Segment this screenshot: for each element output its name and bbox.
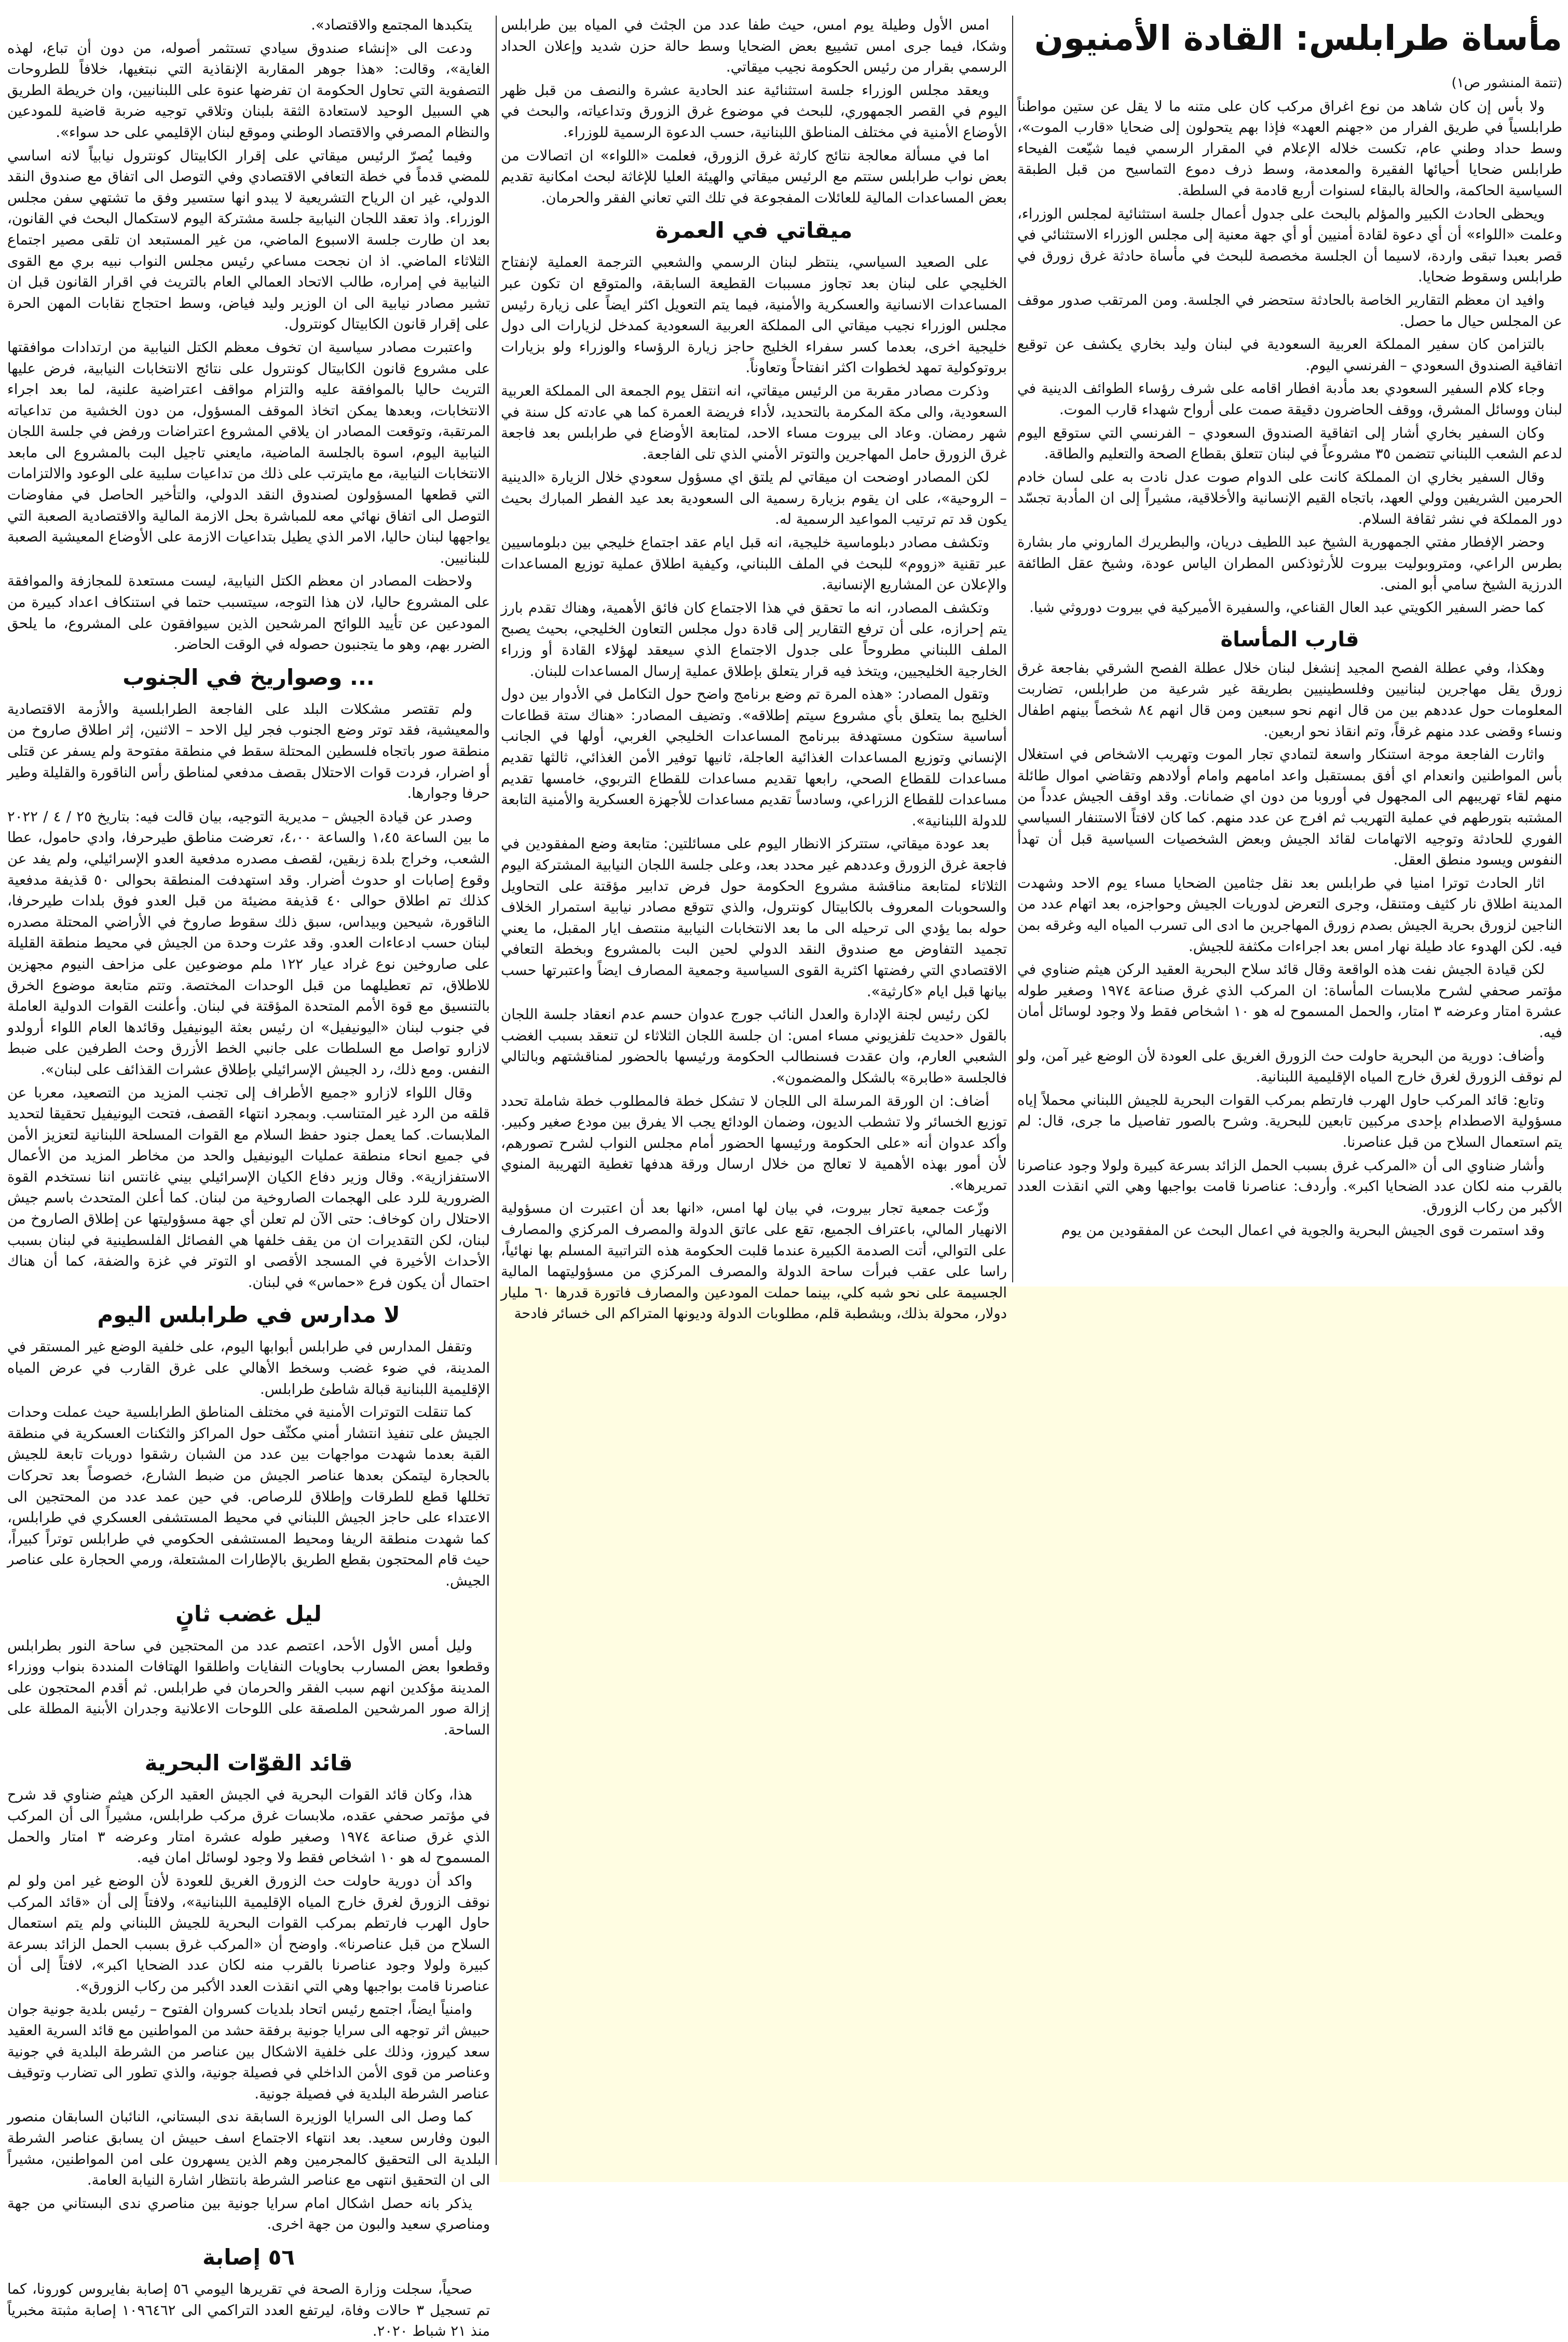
paragraph: وامنياً ايضاً، اجتمع رئيس اتحاد بلديات كسروان الفتوح – رئيس بلدية جونية جوان حبيش اثر توجهه الى سرايا جونية برفقة حشد من المواطنين مع قائد السرية العقيد سعد كيروز، وذلك على خلفية الاشكال بين عناصر من الشرطة البلدية في جونية وعناصر من قوى الأمن الداخلي في فصيلة جونية، والذي تطور الى تضارب وتوقيف عناصر الشرطة البلدية في فصيلة جونية. — [7, 2001, 490, 2102]
subheading: قارب المأساة — [1220, 627, 1359, 652]
paragraph: هذا، وكان قائد القوات البحرية في الجيش العقيد الركن هيثم ضناوي قد شرح في مؤتمر صحفي عقده، ملابسات غرق مركب طرابلس، مشيراً الى أن المركب الذي غرق صناعة ١٩٧٤ وصغير طوله عشرة امتار وعرضه ٣ امتار والحمل المسموح له هو ١٠ اشخاص فقط ولا وجود لوسائل امان فيه. — [7, 1786, 490, 1866]
paragraph: كما وصل الى السرايا الوزيرة السابقة ندى البستاني، النائبان السابقان منصور البون وفارس سعيد. بعد انتهاء الاجتماع اسف حبيش ان يسابق عناصر الشرطة البلدية الى التحقيق كالمجرمين وهم الذين يسهرون على امن المواطنين، مشيراً الى ان التحقيق انتهى مع عناصر الشرطة بانتظار اشارة النيابة العامة. — [7, 2108, 490, 2189]
paragraph: وزّعت جمعية تجار بيروت، في بيان لها امس، «انها بعد أن اعتبرت ان مسؤولية الانهيار المالي، باعتراف الجميع، تقع على عاتق الدولة والمصرف المركزي والمصارف على التوالي، أتت الصدمة الكبيرة عندما قلبت الحكومة هذه التراتبية المسلم بها نهائياً، راسا على عقب فبرأت ساحة الدولة والمصرف المركزي من مسؤوليتهما المالية الجسيمة على نحو شبه كلي، بينما حملت المودعين والمصارف فاتورة قدرها ٦٠ مليار دولار، محولة بذلك، وبشطبة قلم، مطلوبات الدولة وديونها المتراكم الى خسائر فادحة — [501, 1200, 1007, 1322]
paragraph: واعتبرت مصادر سياسية ان تخوف معظم الكتل النيابية من ارتدادات موافقتها على مشروع قانون الكابيتال كونترول على نتائج الانتخابات النيابية، فرض عليها التريث حاليا بالموافقة عليه والتزام مواقف اعتراضية علنية، لما بعد اجراء الانتخابات، وبعدها يمكن اتخاذ الموقف المسؤول، من دون الخشية من تداعياته المرتقبة، وتوقعت المصادر ان يلاقي المشروع اعتراضات ورفض في جلسة اللجان النيابية اليوم، اسوة بالجلسة الماضية، مايعني تاجيل البت بالمشروع الى مابعد الانتخابات النيابية، مع مايترتب على ذلك من تداعيات سلبية على الوعود والالتزامات التي قطعها المسؤولون لصندوق النقد الدولي، والتأخير الحاصل في مفاوضات التوصل الى اتفاق نهائي معه للمباشرة بحل الازمة المالية والاقتصادية الصعبة التي يواجهها لبنان حاليا، الامر الذي يطيل بتداعيات الازمة على الأوضاع المعيشية الصعبة للبنانيين. — [7, 339, 490, 566]
paragraph: وصدر عن قيادة الجيش – مديرية التوجيه، بيان قالت فيه: بتاريخ ٢٥ / ٤ / ٢٠٢٢ ما بين الساعة ١،٤٥ والساعة ٤،٠٠، تعرضت مناطق طيرحرفا، وادي حامول، عطا الشعب، وخراج بلدة زبقين، لقصف مصدره مدفعية العدو الإسرائيلي، ولم يفد عن وقوع إصابات او حدوث أضرار. وقد استهدفت المنطقة بحوالى ٥٠ قذيفة مدفعية كذلك تم اطلاق حوالى ٤٠ قذيفة مضيئة من قبل العدو فوق بلدات طيرحرفا، الناقورة، شيحين وبيداس، سبق ذلك سقوط صاروخ في الأراضي المحتلة مصدره لبنان حسب ادعاءات العدو. وقد عثرت وحدة من الجيش في محيط منطقة القليلة على صاروخين نوع غراد عيار ١٢٢ ملم موضوعين على مزاحف النيوم مجهزين للاطلاق، تم تعطيلهما من قبل الوحدات المختصة. وتتم متابعة موضوع الخرق بالتنسيق مع قوة الأمم المتحدة المؤقتة في لبنان. وأعلنت القوات الدولية العاملة في جنوب لبنان «اليونيفيل» ان رئيس بعثة اليونيفيل وقائدها العام اللواء أرولدو لازارو تواصل مع السلطات على جانبي الخط الأزرق وحث الطرفين على ضبط النفس. ومع ذلك، رد الجيش الإسرائيلي بإطلاق عشرات القذائف على لبنان». — [7, 808, 490, 1078]
paragraph: واكد أن دورية حاولت حث الزورق الغريق للعودة لأن الوضع غير امن ولو لم نوقف الزورق لغرق خارج المياه الإقليمية اللبنانية»، ولافتاً إلى أن «قائد المركب حاول الهرب فارتطم بمركب القوات البحرية للجيش اللبناني ولم يتم استعمال السلاح من قبل عناصرنا». واوضح أن «المركب غرق بسبب الحمل الزائد بسرعة كبيرة ولولا وجود عناصرنا بالقرب منه لكان عدد الضحايا اكبر»، لافتاً إلى أن عناصرنا قامت بواجبها وهي التي انقذت العدد الأكبر من ركاب الزورق». — [7, 1872, 490, 1995]
article-column-left — [7, 15, 490, 2340]
article-column-middle — [501, 15, 1007, 1322]
paragraph: ودعت الى «إنشاء صندوق سيادي تستثمر أصوله، من دون أن تباع، لهذه الغاية»، وقالت: «هذا جوهر المقاربة الإنقاذية التي نبتغيها، خلافاً للطروحات التصفوية التي تحاول الحكومة ان تفرضها عنوة على اللبنانيين، وان خريطة الطريق هي السبيل الوحيد لاستعادة الثقة بلبنان وتلاقي توجيه ضربة قاضية للمودعين والنظام المصرفي والاقتصاد الوطني وموقع لبنان الإقليمي على حد سواء». — [7, 39, 490, 141]
paragraph: لكن المصادر اوضحت ان ميقاتي لم يلتق اي مسؤول سعودي خلال الزيارة «الدينية – الروحية»، على ان يقوم بزيارة رسمية الى السعودية بعد عيد الفطر المبارك بحيث يكون قد تم ترتيب المواعيد الرسمية له. — [501, 469, 1007, 528]
paragraph: امس الأول وطيلة يوم امس، حيث طفا عدد من الجثث في المياه بين طرابلس وشكا، فيما جرى امس تشييع بعض الضحايا وسط حالة حزن شديد وإعلان الحداد الرسمي بقرار من رئيس الحكومة نجيب ميقاتي. — [501, 17, 1007, 76]
paragraph: على الصعيد السياسي، ينتظر لبنان الرسمي والشعبي الترجمة العملية لإنفتاح الخليجي على لبنان بعد تجاوز مسببات القطيعة السابقة، والمتوقع ان تكون عبر المساعدات الانسانية والعسكرية والأمنية، فيما يتم التعويل اكثر ايضاً على زيارة رئيس مجلس الوزراء نجيب ميقاتي الى المملكة العربية السعودية كمدخل لزيارات الى دول خليجية اخرى، بعدما كسر سفراء الخليج حاجز زيارة الرؤساء والوزراء ولو بزيارات بروتوكولية تمهد لخطوات اكثر انفتاحاً وتعاوناً. — [501, 254, 1007, 376]
column-rule-left — [496, 16, 497, 2165]
yellow-ad-area — [499, 1287, 1568, 2182]
paragraph: وهكذا، وفي عطلة الفصح المجيد إنشغل لبنان خلال عطلة الفصح الشرقي بفاجعة غرق زورق يقل مهاجرين لبنانيين وفلسطينيين بطريقة غير شرعية من طرابلس، تضاربت المعلومات حول عددهم بين من قال انهم نحو سبعين ومن قال انهم ٨٤ شخصاً بينهم اطفال ونساء وقضى عدد منهم غرقاً، وتم انقاذ نحو اربعين. — [1017, 659, 1562, 740]
paragraph: لكن قيادة الجيش نفت هذه الواقعة وقال قائد سلاح البحرية العقيد الركن هيثم ضناوي في مؤتمر صحفي لشرح ملابسات المأساة: ان المركب الذي غرق صناعة ١٩٧٤ وصغير طوله عشرة امتار وعرضه ٣ امتار، والحمل المسموح له هو ١٠ اشخاص فقط ولا وجود لوسائل أمان فيه. — [1017, 961, 1562, 1041]
paragraph: وقال السفير بخاري ان المملكة كانت على الدوام صوت عدل نادت به على لسان خادم الحرمين الشريفين وولي العهد، باتجاه القيم الإنسانية والأخلاقية، مشيراً إلى ان المأدبة تجسّد دور المملكة في نشر ثقافة السلام. — [1017, 468, 1562, 527]
paragraph: وليل أمس الأول الأحد، اعتصم عدد من المحتجين في ساحة النور بطرابلس وقطعوا بعض المسارب بحاويات النفايات واطلقوا الهتافات المنددة بنواب ووزراء المدينة مؤكدين انهم سبب الفقر والحرمان في طرابلس. ثم أقدم المحتجون على إزالة صور المرشحين الملصقة على اللوحات الاعلانية وجدران الأبنية المطلة على الساحة. — [7, 1637, 490, 1738]
paragraph: وأضاف: دورية من البحرية حاولت حث الزورق الغريق على العودة لأن الوضع غير آمن، ولو لم نوقف الزورق لغرق خارج المياه الإقليمية اللبنانية. — [1017, 1047, 1562, 1086]
paragraph: ولاحظت المصادر ان معظم الكتل النيابية، ليست مستعدة للمجازفة والموافقة على المشروع حاليا، لان هذا التوجه، سيتسبب حتما في استنكاف اعداد كبيرة من المودعين عن تأييد اللوائح المرشحين الذين سيوافقون على المشروع، ما يلحق الضرر بهم، وهو ما يتجنبون حصوله في الوقت الحاضر. — [7, 573, 490, 653]
paragraph: يتكبدها المجتمع والاقتصاد». — [311, 17, 472, 33]
paragraph: وتابع: قائد المركب حاول الهرب فارتطم بمركب القوات البحرية للجيش اللبناني محملاً إياه مسؤولية الاصطدام بإحدى مركبين تابعين للبحرية. وشرح بالصور تفاصيل ما جرى، قال: لم يتم استعمال السلاح من قبل عناصرنا. — [1017, 1091, 1562, 1150]
paragraph: وتقفل المدارس في طرابلس أبوابها اليوم، على خلفية الوضع غير المستقر في المدينة، في ضوء غضب وسخط الأهالي على غرق القارب في عرض المياه الإقليمية اللبنانية قبالة شاطئ طرابلس. — [7, 1338, 490, 1398]
paragraph: وقال اللواء لازارو «جميع الأطراف إلى تجنب المزيد من التصعيد، معربا عن قلقه من الرد غير المتناسب. وبمجرد انتهاء القصف، فتحت اليونيفيل تحقيقا لتحديد الملابسات. كما يعمل جنود حفظ السلام مع القوات المسلحة اللبنانية لتعزيز الأمن في جميع انحاء منطقة عمليات اليونيفيل والحد من مخاطر المزيد من الأعمال الاستفزازية». وقال وزير دفاع الكيان الإسرائيلي بيني غانتس اننا نستخدم القوة الضرورية للرد على الهجمات الصاروخية من لبنان. كما أعلن المتحدث باسم جيش الاحتلال ران كوخاف: حتى الآن لم تعلن أي جهة مسؤوليتها عن إطلاق الصاروخ من لبنان، لكن التقديرات ان من يقف خلفها هي الفصائل الفلسطينية في لبنان بسبب الأحداث الأخيرة في المسجد الأقصى او التوتر في غزة والضفة، كما أن هناك احتمال أن يكون فرع «حماس» في لبنان. — [7, 1084, 490, 1291]
subheading: ٥٦ إصابة — [202, 2244, 295, 2270]
paragraph: وأشار ضناوي الى أن «المركب غرق بسبب الحمل الزائد بسرعة كبيرة ولولا وجود عناصرنا بالقرب منه لكان عدد الضحايا اكبر». وأردف: عناصرنا قامت بواجبها وهي التي انقذت العدد الأكبر من ركاب الزورق. — [1017, 1157, 1562, 1216]
subheading: ليل غضب ثانٍ — [175, 1601, 322, 1627]
paragraph: ويحظى الحادث الكبير والمؤلم بالبحث على جدول أعمال جلسة استثنائية لمجلس الوزراء، وعلمت «اللواء» أن أي دعوة لقادة أمنيين أو أي جهة معنية إلى مجلس الوزراء الاستثنائي في قصر بعبدا تبقى واردة، لاسيما أن الجلسة مخصصة للبحث في مأساة حادثة غرق زورق في طرابلس وسقوط ضحايا. — [1017, 205, 1562, 286]
continuation-note: (تتمة المنشور ص١) — [1451, 75, 1562, 91]
paragraph: أضاف: ان الورقة المرسلة الى اللجان لا تشكل خطة فالمطلوب خطة شاملة تحدد توزيع الخسائر ولا تشطب الديون، وضمان الودائع يجب الا يفرق بين مودع صغير وكبير. وأكد عدوان أنه «على الحكومة ورئيسها الحضور أمام مجلس النواب لشرح تصورهم، لأن أمور بهذه الأهمية لا تعالج من خلال ارسال ورقة هدفها تغطية التهريبة المنوي تمريرها». — [501, 1092, 1007, 1194]
paragraph: وجاء كلام السفير السعودي بعد مأدبة افطار اقامه على شرف رؤساء الطوائف الدينية في لبنان ووسائل المشرق، ووقف الحاضرون دقيقة صمت على أرواح شهداء قارب الموت. — [1017, 380, 1562, 418]
paragraph: كما تنقلت التوترات الأمنية في مختلف المناطق الطرابلسية حيث عملت وحدات الجيش على تنفيذ انتشار أمني مكثّف حول المراكز والثكنات العسكرية في منطقة القبة بعدما شهدت مواجهات بين عدد من الشبان رشقوا دوريات تابعة للجيش بالحجارة ليتمكن بعدها عناصر الجيش من ضبط الشارع، خصوصاً بعد تحركات تخللها قطع للطرقات وإطلاق للرصاص. في حين عمد عدد من المحتجين الى الاعتداء على حاجز الجيش اللبناني في محيط المستشفى العسكري في طرابلس، كما شهدت منطقة الريفا ومحيط المستشفى الحكومي في طرابلس توتراً كبيراً، حيث قام المحتجون بقطع الطريق بالإطارات المشتعلة، ورمي الحجارة على عناصر الجيش. — [7, 1404, 490, 1589]
paragraph: اثار الحادث توترا امنيا في طرابلس بعد نقل جثامين الضحايا مساء يوم الاحد وشهدت المدينة اطلاق نار كثيف ومتنقل، وجرى التعرض لدوريات الجيش وحواجزه، بعد اتهام عدد من الناجين لزورق بحرية الجيش بصدم زورق المهاجرين ما ادى الى تسرب المياه اليه وغرقه بمن فيه. لكن الهدوء عاد طيلة نهار امس بعد اجراءات مكثفة للجيش. — [1017, 874, 1562, 955]
paragraph: ولا بأس إن كان شاهد من نوع اغراق مركب كان على متنه ما لا يقل عن ستين مواطناً طرابلسياً في طريق الفرار من «جهنم العهد» فإذا بهم يتحولون إلى ضحايا «قارب الموت»، وسط حداد وطني عام، تكست خلاله الإعلام في المقرار الرسمي فيما شيّعت الفيحاء طرابلس ضحايا أحيائها الفقيرة والمعدمة، وسط ذرف دموع التماسيح من قبل الطبقة السياسية الحاكمة، والحالة بالبقاء لسنوات أربع قادمة في السلطة. — [1017, 98, 1562, 199]
subheading: لا مدارس في طرابلس اليوم — [97, 1302, 400, 1328]
paragraph: وتكشف مصادر دبلوماسية خليجية، انه قبل ايام عقد اجتماع خليجي بين دبلوماسيين عبر تقنية «زووم» للبحث في الملف اللبناني، وكيفية اطلاق عملية توزيع المساعدات والإعلان عن المشاريع الإنسانية. — [501, 534, 1007, 593]
paragraph: صحياً، سجلت وزارة الصحة في تقريرها اليومي ٥٦ إصابة بفايروس كورونا، كما تم تسجيل ٣ حالات وفاة، ليرتفع العدد التراكمي الى ١٠٩٦٤٦٢ إصابة مثبتة مخبرياً منذ ٢١ شباط ٢٠٢٠. — [7, 2281, 490, 2340]
paragraph: وذكرت مصادر مقربة من الرئيس ميقاتي، انه انتقل يوم الجمعة الى المملكة العربية السعودية، والى مكة المكرمة بالتحديد، لأداء فريضة العمرة كما هي عادته كل سنة في شهر رمضان. وعاد الى بيروت مساء الاحد، لمتابعة الأوضاع في طرابلس بعد فاجعة غرق الزورق حامل المهاجرين والتوتر الأمني الذي تلى الفاجعة. — [501, 382, 1007, 463]
paragraph: لكن رئيس لجنة الإدارة والعدل النائب جورج عدوان حسم عدم انعقاد جلسة اللجان بالقول «حديث تلفزيوني مساء امس: ان جلسة اللجان الثلاثاء لن تنعقد بسبب الغضب الشعبي العارم، وان عقدت فسنطالب الحكومة ورئيسها بالحضور لمناقشتهم وبالتالي فالجلسة «طابرة» بالشكل والمضمون». — [501, 1006, 1007, 1086]
subheading: ميقاتي في العمرة — [655, 218, 853, 243]
subheading: ... وصواريخ في الجنوب — [122, 664, 375, 690]
paragraph: يذكر بانه حصل اشكال امام سرايا جونية بين مناصري ندى البستاني من جهة ومناصري سعيد والبون من جهة اخرى. — [7, 2195, 490, 2233]
paragraph: واثارت الفاجعة موجة استنكار واسعة لتمادي تجار الموت وتهريب الاشخاص في استغلال بأس المواطنين وانعدام اي أفق بمستقبل واعد امامهم وامام أولادهم وتقاضي اموال طائلة منهم لقاء تهريبهم الى المجهول في أوروبا من دون اي ضمانات. وقد اوقف الجيش عدداً من المشتبه بتورطهم في عملية التهريب ثم افرج عن عدد منهم. كما كان لافتاً الاستنفار السياسي الفوري للحادثة وتوجيه الاتهامات لقائد الجيش وبعض الشخصيات السياسية قبل أن تهدأ النفوس ويسود منطق العقل. — [1017, 746, 1562, 869]
paragraph: وفيما يُصرّ الرئيس ميقاتي على إقرار الكابيتال كونترول نيابياً لانه اساسي للمضي قدماً في خطة التعافي الاقتصادي وفي التوصل الى اتفاق مع صندوق النقد الدولي، غير ان الرياح التشريعية لا يبدو انها ستسير وفق ما تشتهي سفن مجلس الوزراء. واذ تعقد اللجان النيابية جلسة مشتركة اليوم لاستكمال البحث في القانون، بعد ان طارت جلسة الاسبوع الماضي، من غير المستبعد ان تلقى مصير اجتماع الثلاثاء الماضي. اذ ان نجحت مساعي رئيس مجلس النواب نبيه بري مع القوى النيابية في إمراره، طالب الاتحاد العمالي العام بالتريث في اقرار القانون قبل ان تشير مصادر نيابية الى ان الوزير وليد فياض، وسط احتجاج نقابات المهن الحرة على إقرار قانون الكابيتال كونترول. — [7, 147, 490, 333]
paragraph: بالتزامن كان سفير المملكة العربية السعودية في لبنان وليد بخاري يكشف عن توقيع اتفاقية الصندوق السعودي – الفرنسي اليوم. — [1017, 336, 1562, 374]
paragraph: وحضر الإفطار مفتي الجمهورية الشيخ عبد اللطيف دريان، والبطريرك الماروني مار بشارة بطرس الراعي، ومتروبوليت بيروت للأرثوذكس المطران الياس عودة، وشيخ عقل الطائفة الدرزية الشيخ سامي أبو المنى. — [1017, 534, 1562, 593]
paragraph: ولم تقتصر مشكلات البلد على الفاجعة الطرابلسية والأزمة الاقتصادية والمعيشية، فقد توتر وضع الجنوب فجر ليل الاحد – الاثنين، إثر اطلاق صاروخ من منطقة صور باتجاه فلسطين المحتلة سقط في منطقة مفتوحة ولم يسفر عن قتلى أو اضرار، فردت قوات الاحتلال بقصف مدفعي لمناطق رأس الناقورة والقليلة وطير حرفا وجوارها. — [7, 700, 490, 802]
paragraph: بعد عودة ميقاتي، ستتركز الانظار اليوم على مسائلتين: متابعة وضع المفقودين في فاجعة غرق الزورق وعددهم غير محدد بعد، وعلى جلسة اللجان النيابية المشتركة اليوم الثلاثاء لمتابعة مناقشة مشروع الحكومة حول فرض تدابير مؤقتة على التحاويل والسحوبات المعروف بالكابيتال كونترول، والذي تتوقع مصادر نيابية استمرار الخلاف حوله بما يؤدي الى ترحيله الى ما بعد الانتخابات النيابية منتصف ايار المقبل، ما يعني تجميد التفاوض مع صندوق النقد الدولي لحين البت بالمشروع وبخطة التعافي الاقتصادي التي رفضتها اكثرية القوى السياسية وجمعية المصارف ايضاً واعتبرتها حسب بيانها قبل ايام «كارثية». — [501, 835, 1007, 1000]
paragraph: ويعقد مجلس الوزراء جلسة استثنائية عند الحادية عشرة والنصف من قبل ظهر اليوم في القصر الجمهوري، للبحث في موضوع غرق الزورق وتداعياته، والبحث في الأوضاع الأمنية في مختلف المناطق اللبنانية، حسب الدعوة الرسمية للوزراء. — [501, 82, 1007, 141]
paragraph: وكان السفير بخاري أشار إلى اتفاقية الصندوق السعودي – الفرنسي التي ستوقع اليوم لدعم الشعب اللبناني تتضمن ٣٥ مشروعاً في لبنان تتعلق بقطاع الصحة والتعليم والطاقة. — [1017, 424, 1562, 463]
subheading: قائد القوّات البحرية — [144, 1750, 353, 1776]
paragraph: كما حضر السفير الكويتي عبد العال القناعي، والسفيرة الأميركية في بيروت دوروثي شيا. — [1029, 599, 1545, 616]
paragraph: وقد استمرت قوى الجيش البحرية والجوية في اعمال البحث عن المفقودين من يوم — [1061, 1222, 1545, 1239]
article-column-right — [1017, 15, 1562, 1307]
column-rule-right — [1012, 16, 1013, 1282]
paragraph: اما في مسألة معالجة نتائج كارثة غرق الزورق، فعلمت «اللواء» ان اتصالات من بعض نواب طرابلس ستتم مع الرئيس ميقاتي والهيئة العليا للإغاثة لبحث امكانية تقديم بعض المساعدات المالية للعائلات المفجوعة في تلك التي تعاني الفقر والحرمان. — [501, 147, 1007, 206]
paragraph: وافيد ان معظم التقارير الخاصة بالحادثة ستحضر في الجلسة. ومن المرتقب صدور موقف عن المجلس حيال ما حصل. — [1017, 291, 1562, 330]
article-headline: مأساة طرابلس: القادة الأمنيون — [1034, 18, 1562, 58]
paragraph: وتقول المصادر: «هذه المرة تم وضع برنامج واضح حول التكامل في الأدوار بين دول الخليج بما يتعلق بأي مشروع سيتم إطلاقه». وتضيف المصادر: «هناك ستة قطاعات أساسية ستكون مستهدفة ببرنامج المساعدات الخليجي الغربي، أولها في الجانب الإنساني وتوزيع المساعدات الغذائية العاجلة، ثانيها توفير الأمن الغذائي، ثالثها تقديم مساعدات للقطاع الصحي، رابعها تقديم مساعدات للقطاع التربوي، خامسها تقديم مساعدات للقطاع الزراعي، وسادساً تقديم مساعدات للأجهزة العسكرية والأمنية التابعة للدولة اللبنانية». — [501, 686, 1007, 829]
paragraph: وتكشف المصادر، انه ما تحقق في هذا الاجتماع كان فائق الأهمية، وهناك تقدم بارز يتم إحرازه، على أن ترفع التقارير إلى قادة دول مجلس التعاون الخليجي، بحيث يصبح الملف اللبناني مطروحاً على جدول الاجتماع الذي سيعقد لهؤلاء القادة أو وزراء الخارجية الخليجيين، ويتخذ فيه قرار يتعلق بإطلاق عملية إرسال المساعدات للبنان. — [501, 599, 1007, 680]
